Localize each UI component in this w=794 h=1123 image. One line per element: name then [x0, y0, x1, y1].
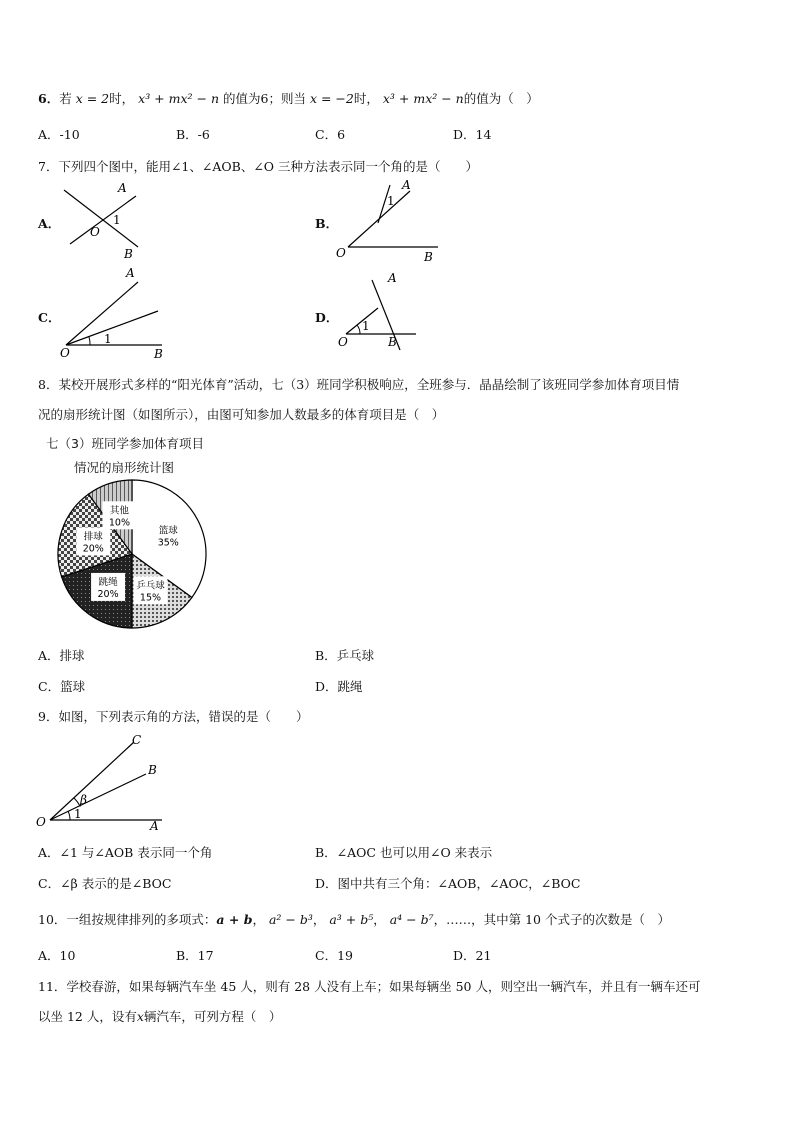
option-c[interactable]: C．∠β 表示的是∠BOC [38, 876, 172, 891]
angle-label-1: 1 [104, 332, 112, 346]
angle-label-1: 1 [387, 194, 395, 208]
question-8-line-2: 况的扇形统计图（如图所示），由图可知参加人数最多的体育项目是（ ） [38, 407, 445, 422]
option-d[interactable]: D．跳绳 [315, 679, 363, 694]
point-label-a: A [388, 271, 397, 285]
option-b[interactable]: B． [315, 216, 339, 231]
angle-label-1: 1 [74, 807, 82, 821]
point-label-o: O [338, 335, 348, 349]
option-a[interactable]: A．10 [38, 948, 76, 963]
point-label-b: B [124, 247, 133, 261]
angle-figure-a [58, 182, 148, 262]
option-a[interactable]: A． [38, 216, 61, 231]
question-11-line-2 [38, 1002, 738, 1032]
text: 的值为（ ） [463, 91, 539, 106]
question-10: 10．一组按规律排列的多项式：a + b， a² − b³， a³ + b⁵， a⁴ − b⁷，……，其中第 10 个式子的次数是（ ） [38, 912, 670, 927]
pie-chart [52, 476, 216, 636]
pie-category-label-2: 跳绳 [98, 576, 118, 588]
question-8-line-1: 8．某校开展形式多样的“阳光体育”活动，七（3）班同学积极响应，全班参与．晶晶绘制了该班同学参加体育项目情 [38, 377, 680, 392]
text: 时， [109, 91, 135, 106]
chart-title-line-1: 七（3）班同学参加体育项目 [46, 436, 204, 451]
option-d[interactable]: D．图中共有三个角：∠AOB，∠AOC，∠BOC [315, 876, 581, 891]
option-b[interactable]: B．17 [176, 948, 214, 963]
pie-value-label-4: 10% [108, 517, 130, 529]
math-term: a + b [216, 912, 253, 927]
text: 若 [59, 91, 72, 106]
angle-figure-b [334, 177, 444, 267]
question-11-line-1: 11．学校春游，如果每辆汽车坐 45 人，则有 28 人没有上车；如果每辆坐 50 人，则空出一辆汽车，并且有一辆车还可 [38, 979, 701, 994]
option-a[interactable]: A．-10 [38, 127, 80, 142]
point-label-b: B [388, 335, 397, 349]
angle-figure-c [58, 265, 168, 363]
math-variable: x [136, 1009, 144, 1024]
text: 辆汽车，可列方程（ ） [143, 1009, 282, 1024]
question-9: 9．如图，下列表示角的方法，错误的是（ ） [38, 709, 309, 724]
option-b[interactable]: B．-6 [176, 127, 210, 142]
math-term: a⁴ − b⁷ [389, 912, 434, 927]
option-a[interactable]: A．排球 [38, 648, 85, 663]
math-expression: x = −2 [309, 91, 354, 106]
option-c[interactable]: C．19 [315, 948, 353, 963]
point-label-b: B [148, 763, 157, 777]
option-b[interactable]: B．∠AOC 也可以用∠O 来表示 [315, 845, 493, 860]
point-label-b: B [154, 347, 163, 361]
text: ，……，其中第 10 个式子的次数是（ ） [433, 912, 670, 927]
text: 时， [353, 91, 379, 106]
question-number: 6． [38, 91, 60, 106]
angle-figure-q9 [34, 732, 166, 832]
question-7: 7．下列四个图中，能用∠1、∠AOB、∠O 三种方法表示同一个角的是（ ） [38, 159, 479, 174]
option-c[interactable]: C． [38, 310, 61, 325]
option-b[interactable]: B．乒乓球 [315, 648, 375, 663]
pie-category-label-4: 其他 [109, 505, 129, 517]
angle-label-beta: β [80, 793, 87, 807]
point-label-c: C [132, 733, 142, 747]
angle-label-1: 1 [113, 213, 121, 227]
math-expression: x³ + mx² − n [382, 91, 464, 106]
pie-value-label-1: 15% [139, 592, 162, 604]
pie-category-label-3: 排球 [83, 531, 103, 543]
option-d[interactable]: D．14 [453, 127, 492, 142]
point-label-b: B [424, 250, 433, 264]
pie-value-label-2: 20% [97, 588, 119, 600]
angle-label-1: 1 [362, 319, 370, 333]
point-label-o: O [90, 225, 100, 239]
option-d[interactable]: D．21 [453, 948, 492, 963]
text: 10．一组按规律排列的多项式： [38, 912, 217, 927]
point-label-o: O [336, 246, 346, 260]
angle-figure-d [334, 268, 424, 354]
math-expression: x³ + mx² − n [138, 91, 220, 106]
pie-value-label-3: 20% [82, 543, 104, 555]
pie-value-label-0: 35% [157, 537, 179, 549]
math-term: a³ + b⁵ [329, 912, 374, 927]
math-expression: x = 2 [75, 91, 110, 106]
math-term: a² − b³ [268, 912, 313, 927]
text: 以坐 12 人，设有 [38, 1009, 137, 1024]
option-a[interactable]: A．∠1 与∠AOB 表示同一个角 [38, 845, 213, 860]
question-6 [38, 89, 539, 107]
point-label-a: A [402, 178, 411, 192]
option-c[interactable]: C．篮球 [38, 679, 86, 694]
point-label-a: A [118, 182, 127, 195]
pie-category-label-0: 篮球 [158, 525, 178, 537]
point-label-a: A [150, 819, 159, 832]
point-label-o: O [36, 815, 46, 829]
option-d[interactable]: D． [315, 310, 339, 325]
pie-category-label-1: 乒乓球 [136, 580, 165, 592]
chart-title-line-2: 情况的扇形统计图 [74, 460, 175, 475]
question-11 [38, 972, 738, 1032]
text: 的值为6；则当 [223, 91, 306, 106]
point-label-a: A [126, 266, 135, 280]
point-label-o: O [60, 346, 70, 360]
option-c[interactable]: C．6 [315, 127, 346, 142]
